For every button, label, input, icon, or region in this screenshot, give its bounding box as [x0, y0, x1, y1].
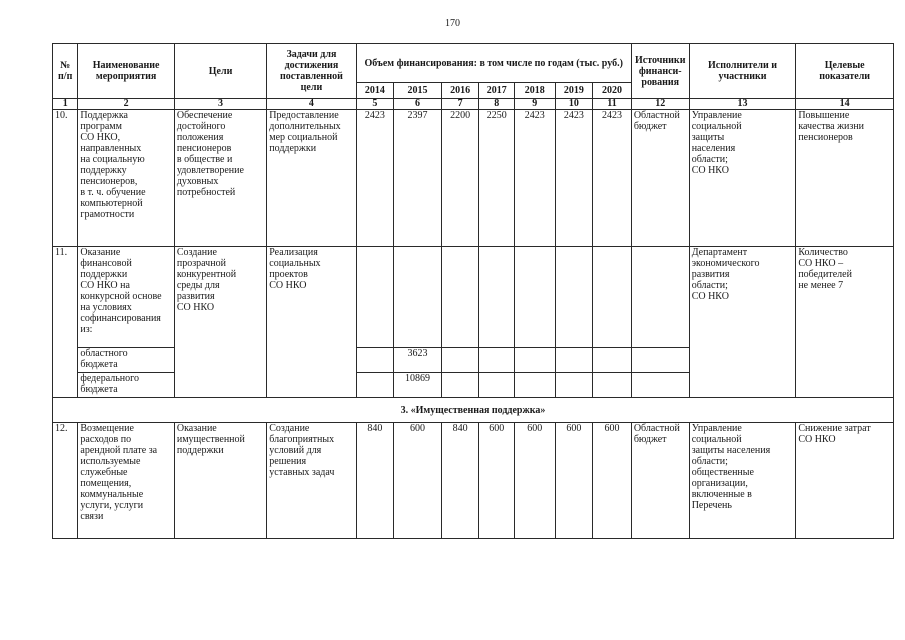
activity-task: Предоставление дополнительных мер социальной поддержки	[267, 110, 356, 247]
target-indicator: Повышение качества жизни пенсионеров	[796, 110, 894, 247]
year-header: 2015	[394, 83, 442, 99]
header-funding: Объем финансирования: в том числе по годам (тыс. руб.)	[356, 44, 631, 83]
funding-2019: 2423	[555, 110, 593, 247]
column-number: 11	[593, 99, 632, 110]
sub-budget-federal: федерального бюджета	[78, 373, 174, 398]
column-number: 5	[356, 99, 394, 110]
column-number: 7	[441, 99, 479, 110]
column-number: 8	[479, 99, 515, 110]
activity-goal: Оказание имущественной поддержки	[174, 423, 266, 539]
header-tasks: Задачи для достижения поставленной цели	[267, 44, 356, 99]
funding-2017	[479, 348, 515, 373]
funding-2014	[356, 373, 394, 398]
funding-source	[631, 247, 689, 348]
year-header: 2019	[555, 83, 593, 99]
activity-name: Оказание финансовой поддержки СО НКО на конкурсной основе на условиях софинансирования из:	[78, 247, 174, 348]
funding-2017: 2250	[479, 110, 515, 247]
year-header: 2014	[356, 83, 394, 99]
header-goals: Цели	[174, 44, 266, 99]
column-number: 1	[53, 99, 78, 110]
column-number: 9	[514, 99, 555, 110]
activity-task: Создание благоприятных условий для решения уставных задач	[267, 423, 356, 539]
funding-2020: 2423	[593, 110, 632, 247]
funding-2017	[479, 247, 515, 348]
funding-2014	[356, 247, 394, 348]
funding-2014: 840	[356, 423, 394, 539]
executors: Департамент экономического развития области; СО НКО	[689, 247, 796, 398]
funding-2016: 2200	[441, 110, 479, 247]
column-number: 12	[631, 99, 689, 110]
funding-2018	[514, 373, 555, 398]
funding-2018	[514, 348, 555, 373]
table-row	[53, 247, 894, 348]
funding-2019: 600	[555, 423, 593, 539]
funding-2020	[593, 247, 632, 348]
funding-source	[631, 373, 689, 398]
column-number: 13	[689, 99, 796, 110]
sub-budget-regional: областного бюджета	[78, 348, 174, 373]
activity-goal: Создание прозрачной конкурентной среды для развития СО НКО	[174, 247, 266, 398]
funding-2015: 10869	[394, 373, 442, 398]
funding-2017: 600	[479, 423, 515, 539]
funding-2018: 2423	[514, 110, 555, 247]
funding-2014: 2423	[356, 110, 394, 247]
funding-2019	[555, 373, 593, 398]
funding-2018: 600	[514, 423, 555, 539]
header-name: Наименование мероприятия	[78, 44, 174, 99]
page-number: 170	[445, 18, 460, 29]
funding-2017	[479, 373, 515, 398]
table-row	[53, 110, 894, 247]
year-header: 2020	[593, 83, 632, 99]
funding-source	[631, 348, 689, 373]
funding-2016	[441, 373, 479, 398]
header-num: № п/п	[53, 44, 78, 99]
section-title: 3. «Имущественная поддержка»	[53, 398, 894, 423]
funding-2016	[441, 247, 479, 348]
table-row	[53, 423, 894, 539]
target-indicator: Количество СО НКО – победителей не менее 7	[796, 247, 894, 398]
column-number: 14	[796, 99, 894, 110]
activity-task: Реализация социальных проектов СО НКО	[267, 247, 356, 398]
funding-2015: 3623	[394, 348, 442, 373]
activity-name: Поддержка программ СО НКО, направленных на социальную поддержку пенсионеров, в т. ч. обучение компьютерной грамотности	[78, 110, 174, 247]
activity-goal: Обеспечение достойного положения пенсионеров в обществе и удовлетворение духовных потребностей	[174, 110, 266, 247]
executors: Управление социальной защиты населения области; общественные организации, включенные в Перечень	[689, 423, 796, 539]
funding-2020	[593, 348, 632, 373]
column-number: 3	[174, 99, 266, 110]
row-number: 10.	[53, 110, 78, 247]
header-targets: Целевые показатели	[796, 44, 894, 99]
activity-name: Возмещение расходов по арендной плате за используемые служебные помещения, коммунальные услуги, услуги связи	[78, 423, 174, 539]
header-executors: Исполнители и участники	[689, 44, 796, 99]
funding-2014	[356, 348, 394, 373]
year-header: 2018	[514, 83, 555, 99]
funding-2015: 600	[394, 423, 442, 539]
executors: Управление социальной защиты населения области; СО НКО	[689, 110, 796, 247]
funding-2018	[514, 247, 555, 348]
funding-2016: 840	[441, 423, 479, 539]
funding-2015	[394, 247, 442, 348]
funding-2019	[555, 247, 593, 348]
column-number: 4	[267, 99, 356, 110]
program-activities-table	[52, 43, 894, 539]
row-number: 12.	[53, 423, 78, 539]
funding-2020: 600	[593, 423, 632, 539]
funding-2015: 2397	[394, 110, 442, 247]
year-header: 2017	[479, 83, 515, 99]
target-indicator: Снижение затрат СО НКО	[796, 423, 894, 539]
funding-2020	[593, 373, 632, 398]
year-header: 2016	[441, 83, 479, 99]
column-number: 10	[555, 99, 593, 110]
funding-2016	[441, 348, 479, 373]
funding-2019	[555, 348, 593, 373]
header-sources: Источники финанси-рования	[631, 44, 689, 99]
funding-source: Областной бюджет	[631, 423, 689, 539]
row-number: 11.	[53, 247, 78, 398]
column-number: 6	[394, 99, 442, 110]
funding-source: Областной бюджет	[631, 110, 689, 247]
column-number: 2	[78, 99, 174, 110]
